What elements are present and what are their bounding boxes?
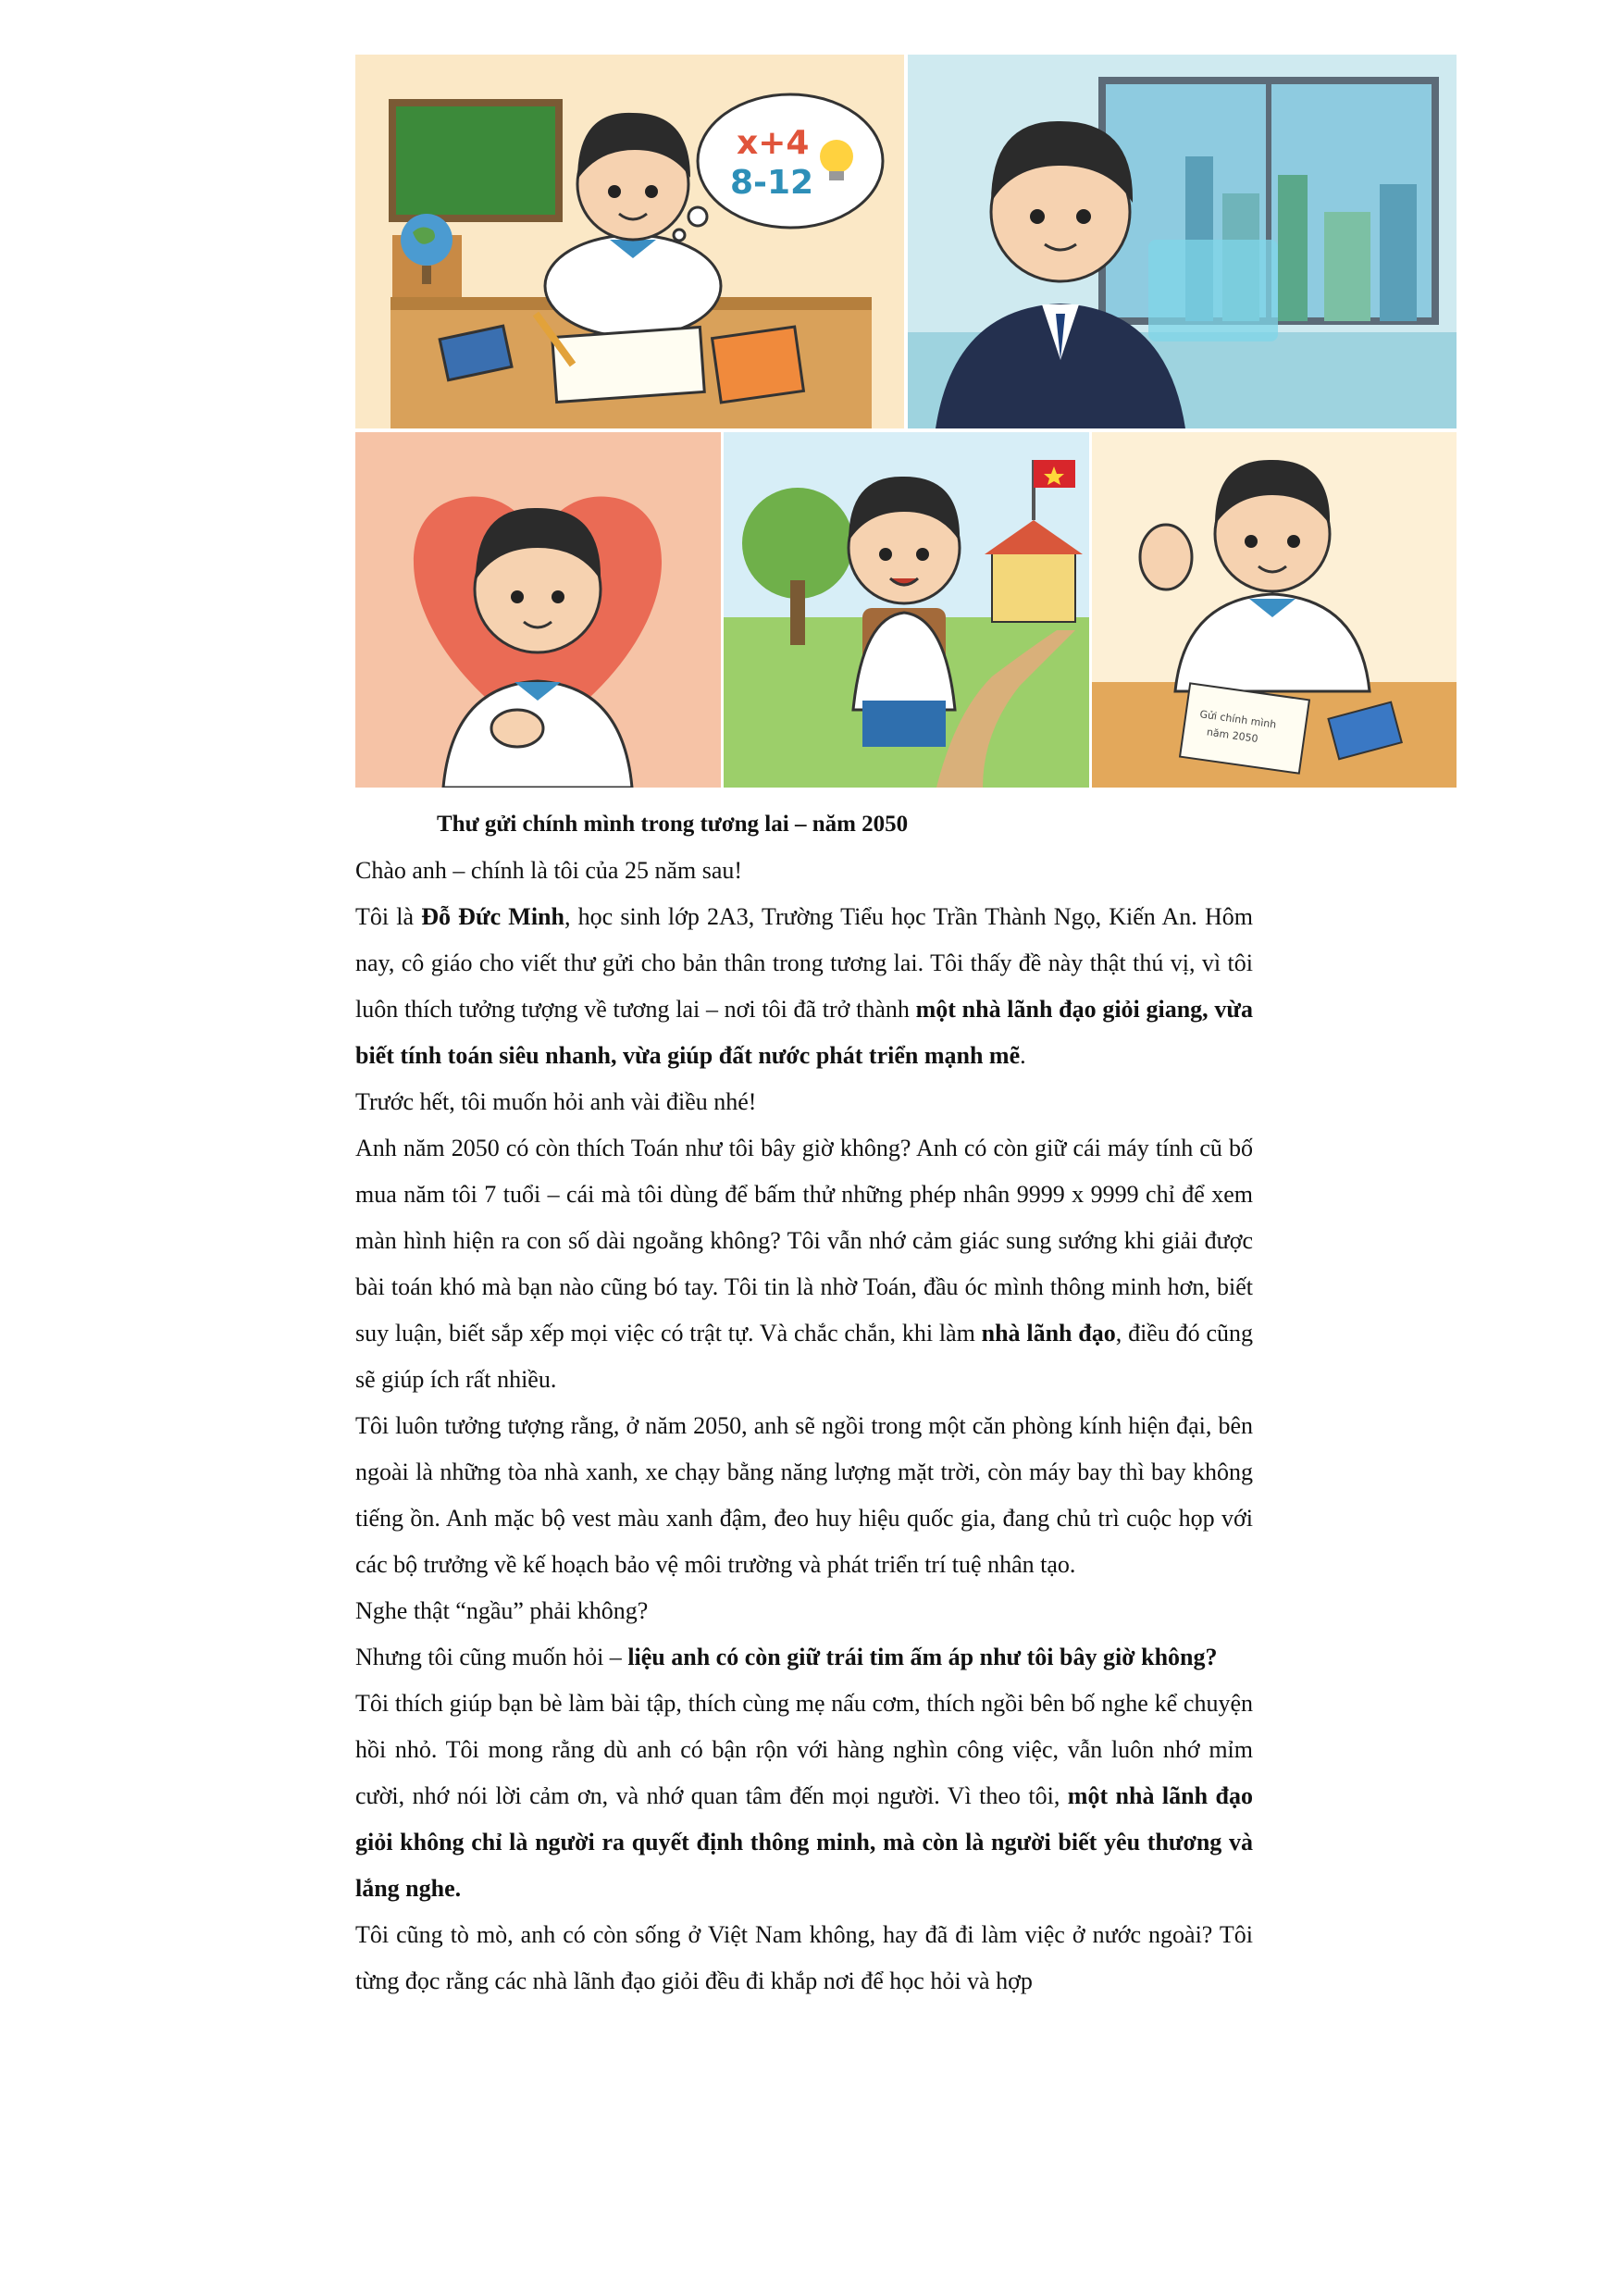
boy-shorts xyxy=(862,701,946,747)
paragraph-warm-heart: Nhưng tôi cũng muốn hỏi – liệu anh có còn giữ trái tim ấm áp như tôi bây giờ không? xyxy=(355,1644,1218,1670)
paragraph-questions-intro: Trước hết, tôi muốn hỏi anh vài điều nhé! xyxy=(355,1088,757,1115)
lightbulb-icon xyxy=(820,140,853,173)
letter-paper-line1: Gửi chính mình xyxy=(1198,708,1278,731)
letter-paper-line2: năm 2050 xyxy=(1206,726,1259,746)
panel-walk-to-school xyxy=(724,432,1089,788)
thought-math-top: x+4 xyxy=(737,124,810,162)
paragraph-introduction: Tôi là Đỗ Đức Minh, học sinh lớp 2A3, Trường Tiểu học Trần Thành Ngọ, Kiến An. Hôm nay, cô giáo cho viết thư gửi cho bản thân trong tương lai. Tôi thấy đề này thật thú vị, vì tôi luôn thích tưởng tượng về tương lai – nơi tôi đã trở thành một nhà lãnh đạo giỏi giang, vừa biết tính toán siêu nhanh, vừa giúp đất nước phát triển mạnh mẽ. xyxy=(355,903,1253,1069)
hand-on-chest xyxy=(491,710,543,747)
leader-highlight: nhà lãnh đạo xyxy=(981,1320,1116,1347)
office-scene xyxy=(908,55,1457,428)
notebook xyxy=(552,328,704,403)
paragraph-abroad: Tôi cũng tò mò, anh có còn sống ở Việt Nam không, hay đã đi làm việc ở nước ngoài? Tôi từng đọc rằng các nhà lãnh đạo giỏi đều đi khắp nơi để học hỏi và hợp xyxy=(355,1921,1253,1994)
paragraph-cool: Nghe thật “ngầu” phải không? xyxy=(355,1597,649,1624)
letter-body xyxy=(355,801,1253,2004)
orange-book xyxy=(713,327,804,403)
school-path-scene xyxy=(724,432,1089,788)
chalkboard xyxy=(392,103,559,218)
panel-writing-letter xyxy=(1092,432,1457,788)
student-name: Đỗ Đức Minh xyxy=(421,903,564,930)
panel-studying xyxy=(355,55,904,428)
letter-scene xyxy=(1092,432,1457,788)
dream-highlight: một nhà lãnh đạo giỏi giang, vừa biết tính toán siêu nhanh, vừa giúp đất nước phát triển mạnh mẽ xyxy=(355,996,1253,1069)
heart-scene xyxy=(355,432,721,788)
paragraph-imagine-2050: Tôi luôn tưởng tượng rằng, ở năm 2050, anh sẽ ngồi trong một căn phòng kính hiện đại, bên ngoài là những tòa nhà xanh, xe chạy bằng năng lượng mặt trời, còn máy bay thì bay không tiếng ồn. Anh mặc bộ vest màu xanh đậm, đeo huy hiệu quốc gia, đang chủ trì cuộc họp với các bộ trưởng về kế hoạch bảo vệ môi trường và phát triển trí tuệ nhân tạo. xyxy=(355,1412,1253,1578)
paragraph-math: Anh năm 2050 có còn thích Toán như tôi bây giờ không? Anh có còn giữ cái máy tính cũ bố mua năm tôi 7 tuổi – cái mà tôi dùng để bấm thử những phép nhân 9999 x 9999 chỉ để xem màn hình hiện ra con số dài ngoằng không? Tôi vẫn nhớ cảm giác sung sướng khi giải được bài toán khó mà bạn nào cũng bó tay. Tôi tin là nhờ Toán, đầu óc mình thông minh hơn, biết suy luận, biết sắp xếp mọi việc có trật tự. Và chắc chắn, khi làm nhà lãnh đạo, điều đó cũng sẽ giúp ích rất nhiều. xyxy=(355,1135,1253,1393)
holographic-screen xyxy=(1148,240,1278,341)
good-leader-highlight: một nhà lãnh đạo giỏi không chỉ là người ra quyết định thông minh, mà còn là người biết yêu thương và lắng nghe. xyxy=(355,1782,1253,1902)
illustration-grid xyxy=(355,55,1457,788)
studying-scene xyxy=(355,55,904,428)
thought-math-bottom: 8-12 xyxy=(730,164,814,202)
waving-hand xyxy=(1140,525,1192,590)
letter-paper xyxy=(1180,683,1309,773)
greeting: Chào anh – chính là tôi của 25 năm sau! xyxy=(355,857,743,884)
letter-title: Thư gửi chính mình trong tương lai – năm 2050 xyxy=(437,812,909,837)
panel-future-leader xyxy=(908,55,1457,428)
warm-heart-highlight: liệu anh có còn giữ trái tim ấm áp như tôi bây giờ không? xyxy=(627,1644,1218,1670)
school-building xyxy=(992,552,1075,622)
paragraph-kindness: Tôi thích giúp bạn bè làm bài tập, thích cùng mẹ nấu cơm, thích ngồi bên bố nghe kể chuyện hồi nhỏ. Tôi mong rằng dù anh có bận rộn với hàng nghìn công việc, vẫn luôn nhớ mỉm cười, nhớ nói lời cảm ơn, và nhớ quan tâm đến mọi người. Vì theo tôi, một nhà lãnh đạo giỏi không chỉ là người ra quyết định thông minh, mà còn là người biết yêu thương và lắng nghe. xyxy=(355,1690,1253,1902)
panel-kind-heart xyxy=(355,432,721,788)
